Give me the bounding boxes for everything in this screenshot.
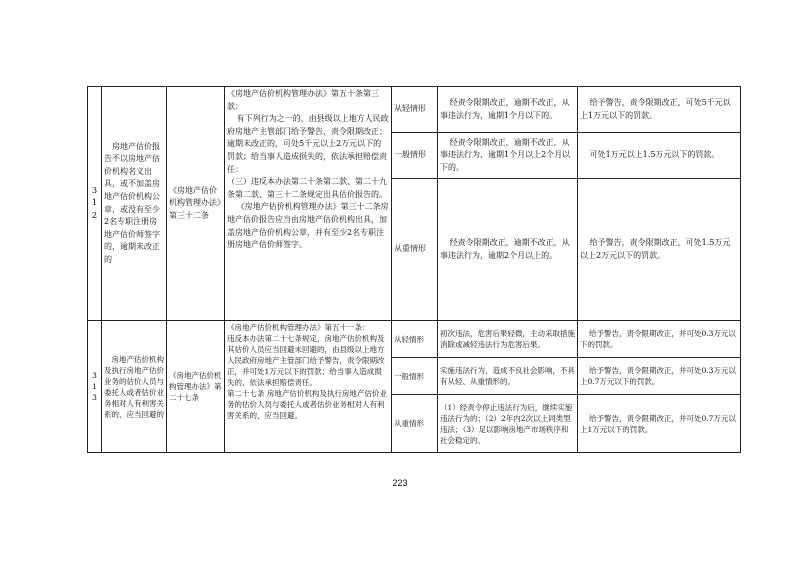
legal-basis: 《房地产估价机构管理办法》第二十七条 [167,321,225,453]
penalty-standard: 给予警告，责令限期改正，并可处0.3万元以下的罚款。 [578,321,741,358]
circumstance-standard: （1）经责令停止违法行为后，继续实施违法行为的；（2）2年内2次以上同类型违法；（3）足以影响房地产市场秩序和社会稳定的。 [438,395,578,453]
circumstance-level: 一般情形 [392,133,438,179]
violation-behavior: 房地产估价机构及执行房地产估价业务的估价人员与委托人或者估价业务相对人有利害关系的，应当回避的 [102,321,167,453]
item-number: 312 [88,87,102,321]
circumstance-level: 一般情形 [392,358,438,395]
penalty-content [225,321,392,453]
penalty-standard: 给予警告，责令限期改正，可处1.5万元以上2万元以下的罚款。 [578,179,741,321]
circumstance-level: 从重情形 [392,395,438,453]
circumstance-standard: 初次违法，危害后果轻微，主动采取措施消除或减轻违法行为危害后果。 [438,321,578,358]
content-paragraph: （三）违反本办法第二十条第二款、第二十九条第二款、第三十二条规定出具估价报告的。 [227,177,387,199]
penalty-standard: 可处1万元以上1.5万元以下的罚款。 [578,133,741,179]
content-paragraph: 违反本办法第二十七条规定，房地产估价机构及其估价人员应当回避未回避的，由县级以上地方人民政府房地产主管部门给予警告，责令限期改正，并可处1万元以下的罚款；给当事人造成损失的，依法承担赔偿责任。 [227,334,385,387]
table-row [88,321,741,358]
penalty-standard: 给予警告，责令限期改正，可处5千元以上1万元以下的罚款。 [578,87,741,133]
circumstance-standard: 经责令限期改正，逾期不改正，从事违法行为，逾期1个月以下的。 [438,87,578,133]
item-number: 313 [88,321,102,453]
penalty-content [225,87,392,321]
circumstance-level: 从重情形 [392,179,438,321]
penalty-standard: 给予警告，责令限期改正，并可处0.7万元以上1万元以下的罚款。 [578,395,741,453]
content-paragraph: 有下列行为之一的，由县级以上地方人民政府房地产主管部门给予警告，责令限期改正；逾期未改正的，可处5千元以上2万元以下的罚款；给当事人造成损失的，依法承担赔偿责任： [227,114,389,174]
content-paragraph: 第二十七条 房地产估价机构及执行房地产估价业务的估价人员与委托人或者估价业务相对人有利害关系的，应当回避。 [227,389,387,420]
violation-behavior: 房地产估价报告不以房地产估价机构名义出具，或不加盖房地产估价机构公章，或没有至少2名专职注册房地产估价师签字的，逾期未改正的 [102,87,167,321]
penalty-discretion-table [87,86,741,453]
circumstance-standard: 经责令限期改正，逾期不改正，从事违法行为，逾期2个月以上的。 [438,179,578,321]
page-number: 223 [392,478,408,488]
circumstance-level: 从轻情形 [392,321,438,358]
circumstance-standard: 经责令限期改正，逾期不改正，从事违法行为，逾期1个月以上2个月以下的。 [438,133,578,179]
circumstance-level: 从轻情形 [392,87,438,133]
content-paragraph: 《房地产估价机构管理办法》第五十条第三款： [227,89,379,111]
content-paragraph: 《房地产估价机构管理办法》第五十一条： [227,323,370,332]
circumstance-standard: 实施违法行为，造成不良社会影响，不具有从轻、从重情形的。 [438,358,578,395]
content-paragraph: 《房地产估价机构管理办法》第三十二条房地产估价报告应当由房地产估价机构出具，加盖房地产估价机构公章，并有至少2名专职注册房地产估价师签字。 [227,202,389,250]
table-row [88,87,741,133]
legal-basis: 《房地产估价机构管理办法》第三十二条 [167,87,225,321]
penalty-standard: 给予警告，责令限期改正，并可处0.3万元以上0.7万元以下的罚款。 [578,358,741,395]
